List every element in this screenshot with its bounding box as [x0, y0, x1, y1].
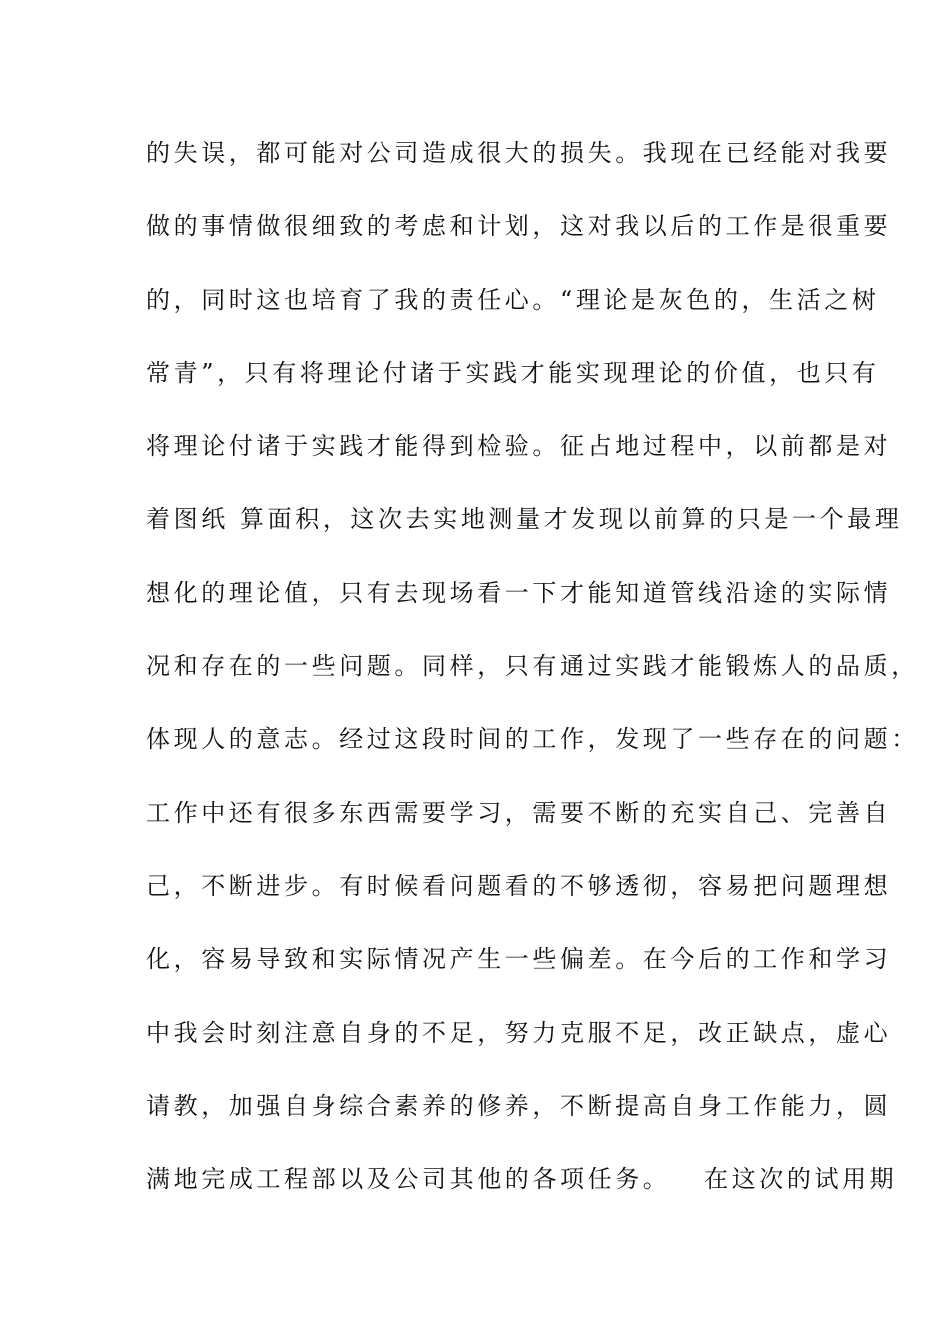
text-line: 将理论付诸于实践才能得到检验。征占地过程中，以前都是对 [146, 432, 892, 461]
text-line: 满地完成工程部以及公司其他的各项任务。 在这次的试用期 [146, 1165, 898, 1194]
text-line: 体现人的意志。经过这段时间的工作，发现了一些存在的问题： [146, 725, 919, 754]
text-line: 请教，加强自身综合素养的修养，不断提高自身工作能力，圆 [146, 1091, 892, 1120]
text-line: 着图纸 算面积，这次去实地测量才发现以前算的只是一个最理 [146, 505, 903, 534]
text-line: 的失误，都可能对公司造成很大的损失。我现在已经能对我要 [146, 139, 892, 167]
text-line: 常青”，只有将理论付诸于实践才能实现理论的价值，也只有 [146, 358, 880, 387]
text-line: 化，容易导致和实际情况产生一些偏差。在今后的工作和学习 [146, 945, 892, 974]
text-line: 中我会时刻注意自身的不足，努力克服不足，改正缺点，虚心 [146, 1018, 892, 1047]
document-body [146, 131, 919, 1230]
text-line: 做的事情做很细致的考虑和计划，这对我以后的工作是很重要 [146, 212, 892, 241]
text-line: 想化的理论值，只有去现场看一下才能知道管线沿途的实际情 [146, 578, 892, 607]
text-line: 工作中还有很多东西需要学习，需要不断的充实自己、完善自 [146, 798, 892, 827]
text-line: 的，同时这也培育了我的责任心。“理论是灰色的，生活之树 [146, 285, 880, 314]
text-line: 况和存在的一些问题。同样，只有通过实践才能锻炼人的品质， [146, 652, 919, 681]
text-line: 己，不断进步。有时候看问题看的不够透彻，容易把问题理想 [146, 871, 892, 900]
